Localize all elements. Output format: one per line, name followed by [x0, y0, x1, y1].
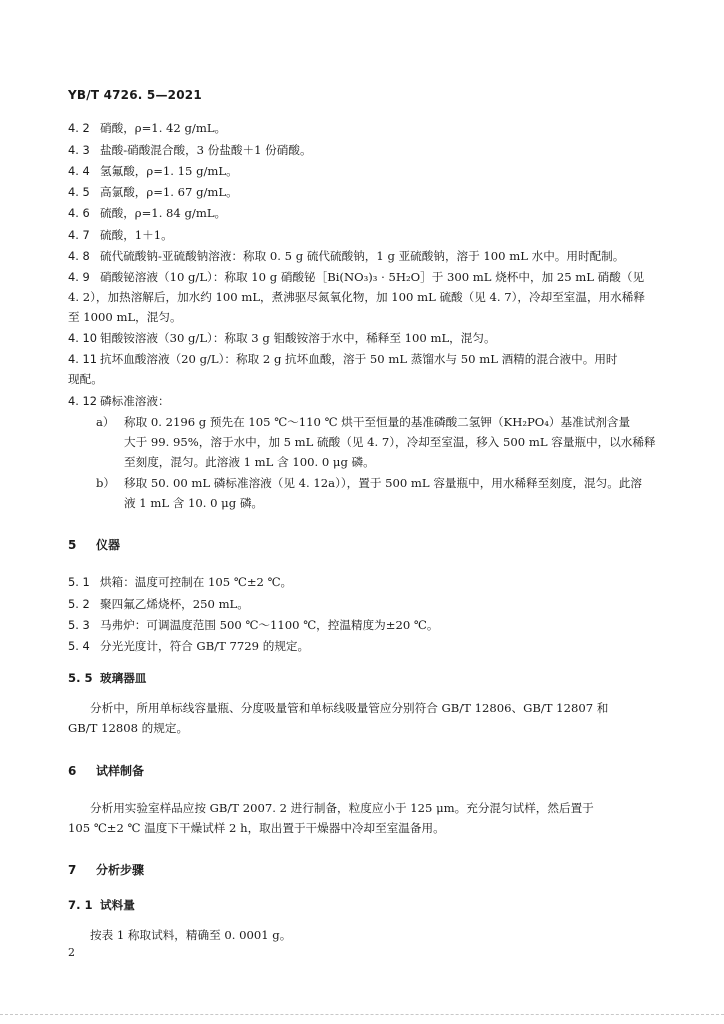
- item-number: 4. 9: [68, 270, 90, 284]
- item-number: 4. 2: [68, 121, 90, 135]
- reagent-item: [68, 184, 238, 200]
- reagent-item: [68, 351, 618, 367]
- item-number: 5. 1: [68, 575, 90, 589]
- section-number: 6: [68, 764, 77, 778]
- section-number: 7: [68, 863, 77, 877]
- paragraph-text: 105 ℃±2 ℃ 温度下干燥试样 2 h，取出置于干燥器中冷却至室温备用。: [68, 821, 445, 835]
- item-text: 氢氟酸，ρ=1. 15 g/mL。: [100, 164, 238, 178]
- list-text: 液 1 mL 含 10. 0 μg 磷。: [124, 496, 264, 510]
- item-text: 磷标准溶液：: [100, 394, 170, 408]
- subsection-title: 试料量: [100, 898, 135, 912]
- item-text-continued: 至 1000 mL，混匀。: [68, 310, 182, 324]
- reagent-item: [68, 205, 226, 221]
- list-text: 至刻度，混匀。此溶液 1 mL 含 100. 0 μg 磷。: [124, 455, 375, 469]
- item-number: 4. 12: [68, 394, 97, 408]
- reagent-item: [68, 227, 173, 243]
- item-number: 4. 5: [68, 185, 90, 199]
- reagent-item: [68, 269, 644, 285]
- paragraph-text: 按表 1 称取试料，精确至 0. 0001 g。: [90, 928, 292, 942]
- item-number: 4. 6: [68, 206, 90, 220]
- section-heading: [68, 762, 144, 779]
- section-heading: [68, 861, 144, 878]
- instrument-item: [68, 574, 292, 590]
- section-heading: [68, 536, 120, 553]
- item-text-continued: 4. 2），加热溶解后，加水约 100 mL，煮沸驱尽氮氧化物，加 100 mL 硫酸（见 4. 7），冷却至室温，用水稀释: [68, 290, 645, 304]
- item-text: 盐酸-硝酸混合酸，3 份盐酸＋1 份硝酸。: [100, 143, 312, 157]
- subsection-title: 玻璃器皿: [100, 671, 147, 685]
- item-text: 硫代硫酸钠-亚硫酸钠溶液：称取 0. 5 g 硫代硫酸钠，1 g 亚硫酸钠，溶于 100 mL 水中。用时配制。: [100, 249, 625, 263]
- section-title: 仪器: [96, 538, 121, 552]
- item-number: 4. 8: [68, 249, 90, 263]
- subsection-heading: [68, 897, 135, 913]
- paragraph-text: GB/T 12808 的规定。: [68, 721, 189, 735]
- list-text: 移取 50. 00 mL 磷标准溶液（见 4. 12a）），置于 500 mL 容量瓶中，用水稀释至刻度，混匀。此溶: [124, 476, 643, 490]
- list-label: b）: [96, 476, 116, 490]
- page-number: 2: [68, 946, 75, 959]
- item-text: 硝酸铋溶液（10 g/L）：称取 10 g 硝酸铋［Bi(NO₃)₃ · 5H₂O］于 300 mL 烧杯中，加 25 mL 硝酸（见: [100, 270, 645, 284]
- section-title: 试样制备: [96, 764, 145, 778]
- reagent-item: [68, 163, 238, 179]
- list-text: 称取 0. 2196 g 预先在 105 ℃～110 ℃ 烘干至恒量的基准磷酸二氢钾（KH₂PO₄）基准试剂含量: [124, 415, 631, 429]
- instrument-item: [68, 638, 309, 654]
- item-text: 分光光度计，符合 GB/T 7729 的规定。: [100, 639, 310, 653]
- item-text-continued: 现配。: [68, 372, 103, 386]
- item-text: 钼酸铵溶液（30 g/L）：称取 3 g 钼酸铵溶于水中，稀释至 100 mL，混匀。: [100, 331, 496, 345]
- item-text: 马弗炉：可调温度范围 500 ℃～1100 ℃，控温精度为±20 ℃。: [100, 618, 439, 632]
- section-number: 5: [68, 538, 77, 552]
- item-text: 聚四氟乙烯烧杯，250 mL。: [100, 597, 249, 611]
- subsection-heading: [68, 670, 146, 686]
- item-number: 5. 2: [68, 597, 90, 611]
- paragraph-text: 分析中，所用单标线容量瓶、分度吸量管和单标线吸量管应分别符合 GB/T 12806、GB/T 12807 和: [90, 701, 609, 715]
- item-text: 硝酸，ρ=1. 42 g/mL。: [100, 121, 227, 135]
- reagent-item: [68, 393, 170, 409]
- subsection-number: 7. 1: [68, 898, 93, 912]
- item-number: 4. 4: [68, 164, 90, 178]
- item-text: 烘箱：温度可控制在 105 ℃±2 ℃。: [100, 575, 293, 589]
- item-number: 4. 11: [68, 352, 97, 366]
- reagent-item: [68, 330, 496, 346]
- item-number: 4. 7: [68, 228, 90, 242]
- reagent-item: [68, 120, 226, 136]
- reagent-item: [68, 248, 624, 264]
- standard-header: YB/T 4726. 5—2021: [68, 88, 202, 102]
- section-title: 分析步骤: [96, 863, 145, 877]
- item-number: 5. 4: [68, 639, 90, 653]
- subsection-number: 5. 5: [68, 671, 93, 685]
- item-number: 4. 3: [68, 143, 90, 157]
- item-text: 硫酸，1＋1。: [100, 228, 173, 242]
- instrument-item: [68, 617, 438, 633]
- item-text: 抗坏血酸溶液（20 g/L）：称取 2 g 抗坏血酸，溶于 50 mL 蒸馏水与 50 mL 酒精的混合液中。用时: [100, 352, 618, 366]
- item-number: 4. 10: [68, 331, 97, 345]
- list-label: a）: [96, 415, 115, 429]
- paragraph-text: 分析用实验室样品应按 GB/T 2007. 2 进行制备，粒度应小于 125 μm。充分混匀试样，然后置于: [90, 801, 594, 815]
- item-number: 5. 3: [68, 618, 90, 632]
- item-text: 硫酸，ρ=1. 84 g/mL。: [100, 206, 227, 220]
- footer-divider: [0, 1014, 724, 1015]
- reagent-item: [68, 142, 312, 158]
- instrument-item: [68, 596, 249, 612]
- list-text: 大于 99. 95%，溶于水中，加 5 mL 硫酸（见 4. 7），冷却至室温，移入 500 mL 容量瓶中，以水稀释: [124, 435, 656, 449]
- item-text: 高氯酸，ρ=1. 67 g/mL。: [100, 185, 238, 199]
